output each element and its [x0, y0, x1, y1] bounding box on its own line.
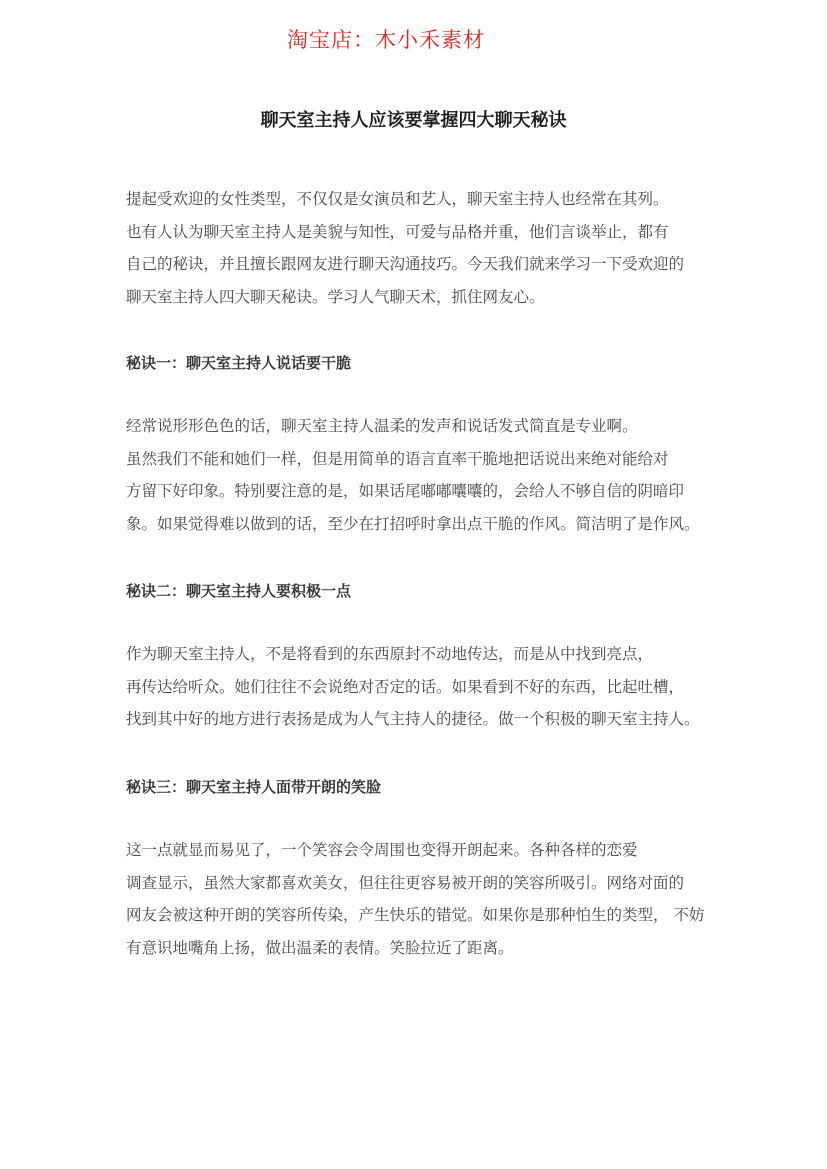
section-1-paragraph	[126, 410, 726, 540]
section-3-paragraph	[126, 834, 726, 964]
paragraph-line: 有意识地嘴角上扬，做出温柔的表情。笑脸拉近了距离。	[126, 938, 514, 957]
paragraph-line: 象。如果觉得难以做到的话，至少在打招呼时拿出点干脆的作风。简洁明了是作风。	[126, 514, 700, 533]
paragraph-line: 找到其中好的地方进行表扬是成为人气主持人的捷径。做一个积极的聊天室主持人。	[126, 710, 700, 728]
paragraph-line: 也有人认为聊天室主持人是美貌与知性，可爱与品格并重，他们言谈举止，都有	[126, 222, 669, 241]
paragraph-line: 方留下好印象。特别要注意的是，如果话尾嘟嘟囔囔的，会给人不够自信的阴暗印	[126, 482, 685, 500]
section-2-paragraph	[126, 638, 726, 736]
section-heading-2: 秘诀二：聊天室主持人要积极一点	[126, 582, 352, 600]
paragraph-line: 调查显示，虽然大家都喜欢美女，但往往更容易被开朗的笑容所吸引。网络对面的	[126, 873, 685, 892]
paragraph-line: 这一点就显而易见了，一个笑容会令周围也变得开朗起来。各种各样的恋爱	[126, 841, 638, 859]
page-title: 聊天室主持人应该要掌握四大聊天秘诀	[260, 110, 567, 131]
paragraph-line: 自己的秘诀，并且擅长跟网友进行聊天沟通技巧。今天我们就来学习一下受欢迎的	[126, 255, 685, 273]
intro-paragraph	[126, 183, 726, 313]
paragraph-line: 网友会被这种开朗的笑容所传染，产生快乐的错觉。如果你是那种怕生的类型， 不妨	[126, 906, 705, 924]
section-heading-1: 秘诀一：聊天室主持人说话要干脆	[126, 354, 352, 372]
paragraph-line: 作为聊天室主持人，不是将看到的东西原封不动地传达，而是从中找到亮点，	[126, 645, 654, 663]
paragraph-line: 聊天室主持人四大聊天秘诀。学习人气聊天术，抓住网友心。	[126, 287, 545, 306]
paragraph-line: 经常说形形色色的话，聊天室主持人温柔的发声和说话发式简直是专业啊。	[126, 417, 638, 435]
shop-label: 淘宝店：木小禾素材	[287, 28, 485, 52]
paragraph-line: 再传达给听众。她们往往不会说绝对否定的话。如果看到不好的东西，比起吐槽，	[126, 677, 685, 696]
paragraph-line: 虽然我们不能和她们一样，但是用简单的语言直率干脆地把话说出来绝对能给对	[126, 449, 669, 468]
section-heading-3: 秘诀三：聊天室主持人面带开朗的笑脸	[126, 778, 382, 796]
paragraph-line: 提起受欢迎的女性类型，不仅仅是女演员和艺人，聊天室主持人也经常在其列。	[126, 190, 669, 208]
